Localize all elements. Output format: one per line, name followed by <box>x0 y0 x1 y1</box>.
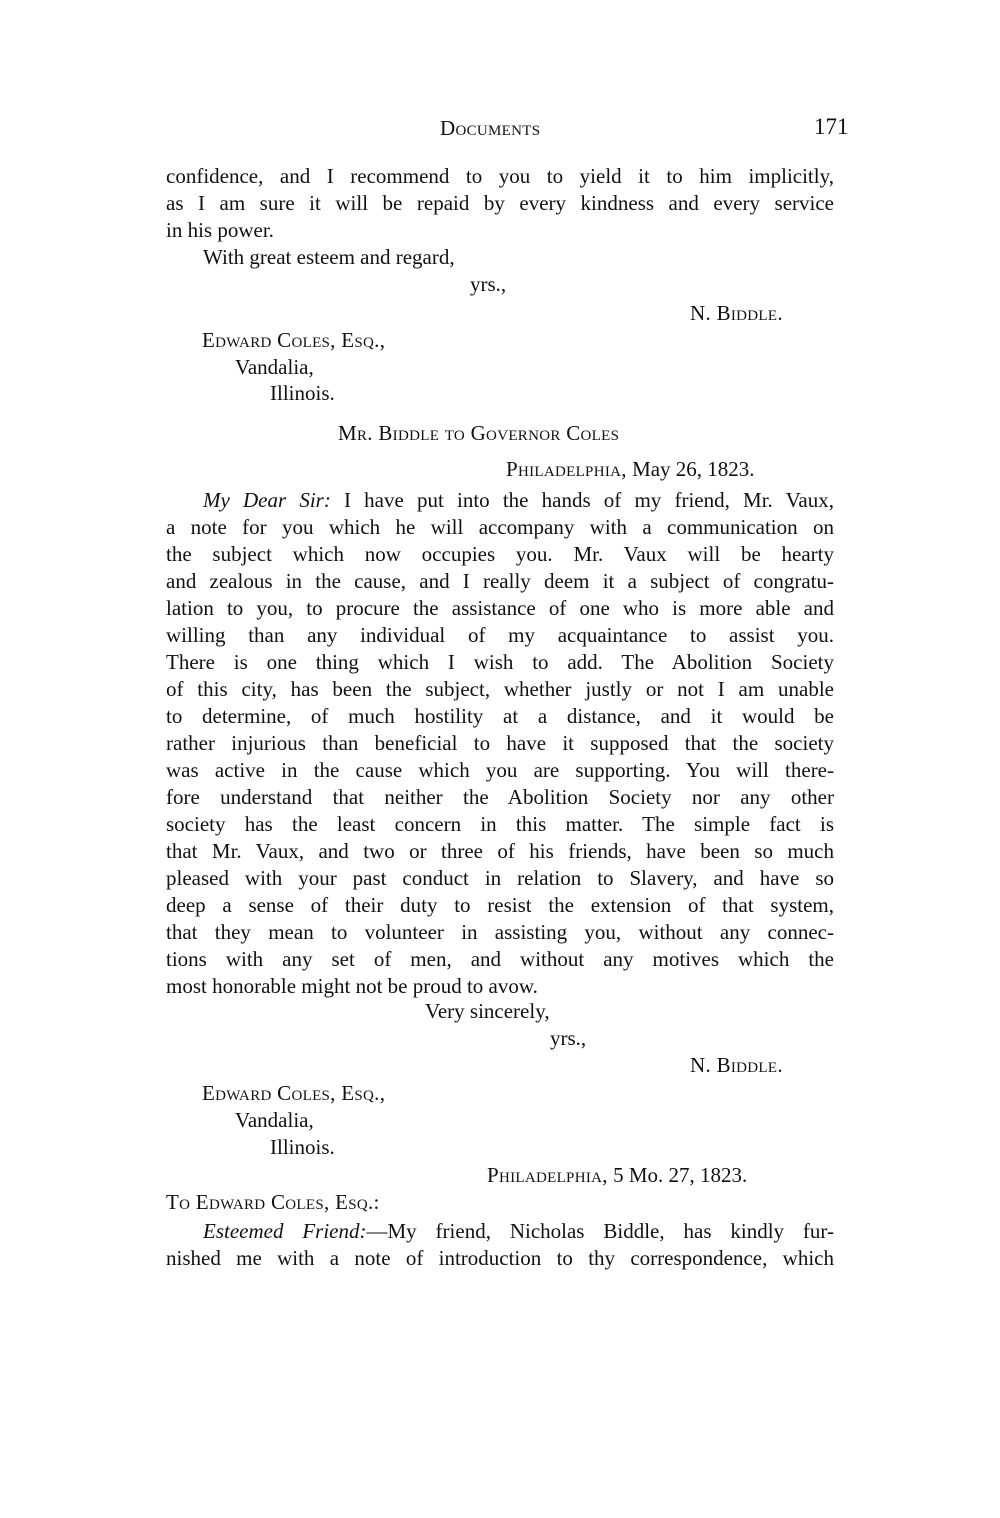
text-line: rather injurious than beneficial to have it supposed that the society <box>166 731 834 755</box>
letter2-dateline <box>506 456 755 483</box>
running-head: Documents <box>440 116 541 140</box>
letter1-signature: N. Biddle. <box>690 301 783 325</box>
letter1-closing: With great esteem and regard, <box>203 245 455 269</box>
text-line: pleased with your past conduct in relation to Slavery, and have so <box>166 866 834 890</box>
text-line: in his power. <box>166 218 274 242</box>
text-line: lation to you, to procure the assistance of one who is more able and <box>166 596 834 620</box>
text-line: was active in the cause which you are supporting. You will there- <box>166 758 834 782</box>
letter2-body <box>166 487 834 1000</box>
letter3-body <box>166 1218 834 1272</box>
letter3-salutation: Esteemed Friend: <box>203 1219 367 1243</box>
text-line <box>166 1218 834 1245</box>
text-line: society has the least concern in this matter. The simple fact is <box>166 812 834 836</box>
text-line: a note for you which he will accompany with a communication on <box>166 515 834 539</box>
letter1-addressee-state: Illinois. <box>270 381 335 405</box>
letter2-addressee-state: Illinois. <box>270 1135 335 1159</box>
letter2-salutation: My Dear Sir: <box>203 488 331 512</box>
text-line <box>166 487 834 514</box>
letter3-to-line: To Edward Coles, Esq.: <box>166 1190 380 1214</box>
letter2-addressee-city: Vandalia, <box>235 1108 314 1132</box>
text-line: fore understand that neither the Abolition Society nor any other <box>166 785 834 809</box>
text-line: most honorable might not be proud to avow. <box>166 974 538 998</box>
text-line: of this city, has been the subject, whether justly or not I am unable <box>166 677 834 701</box>
letter2-addressee-name: Edward Coles, Esq., <box>202 1081 386 1105</box>
text-line: confidence, and I recommend to you to yield it to him implicitly, <box>166 164 834 188</box>
text-line: nished me with a note of introduction to thy correspondence, which <box>166 1246 834 1270</box>
letter2-date: May 26, 1823. <box>632 457 755 481</box>
letter3-place: Philadelphia, <box>487 1163 608 1187</box>
text-line: and zealous in the cause, and I really deem it a subject of congratu- <box>166 569 834 593</box>
text-line: the subject which now occupies you. Mr. Vaux will be hearty <box>166 542 834 566</box>
letter1-yrs: yrs., <box>470 272 507 296</box>
letter3-dateline <box>487 1162 747 1189</box>
text-line: deep a sense of their duty to resist the extension of that system, <box>166 893 834 917</box>
text-line: There is one thing which I wish to add. The Abolition Society <box>166 650 834 674</box>
letter3-date: 5 Mo. 27, 1823. <box>613 1163 748 1187</box>
letter2-closing: Very sincerely, <box>425 999 550 1023</box>
text-line: willing than any individual of my acquaintance to assist you. <box>166 623 834 647</box>
text-line: tions with any set of men, and without any motives which the <box>166 947 834 971</box>
letter2-signature: N. Biddle. <box>690 1053 783 1077</box>
letter2-first-line: I have put into the hands of my friend, Mr. Vaux, <box>330 488 834 512</box>
letter2-heading: Mr. Biddle to Governor Coles <box>338 421 620 445</box>
letter1-body <box>166 163 834 271</box>
text-line: to determine, of much hostility at a distance, and it would be <box>166 704 834 728</box>
letter2-place: Philadelphia, <box>506 457 627 481</box>
text-line: as I am sure it will be repaid by every kindness and every service <box>166 191 834 215</box>
letter1-addressee-city: Vandalia, <box>235 355 314 379</box>
letter2-yrs: yrs., <box>550 1026 587 1050</box>
page-number: 171 <box>814 114 849 139</box>
text-line: that they mean to volunteer in assisting you, without any connec- <box>166 920 834 944</box>
text-line: that Mr. Vaux, and two or three of his friends, have been so much <box>166 839 834 863</box>
letter1-addressee-name: Edward Coles, Esq., <box>202 328 386 352</box>
letter3-first-line: —My friend, Nicholas Biddle, has kindly fur- <box>366 1219 834 1243</box>
